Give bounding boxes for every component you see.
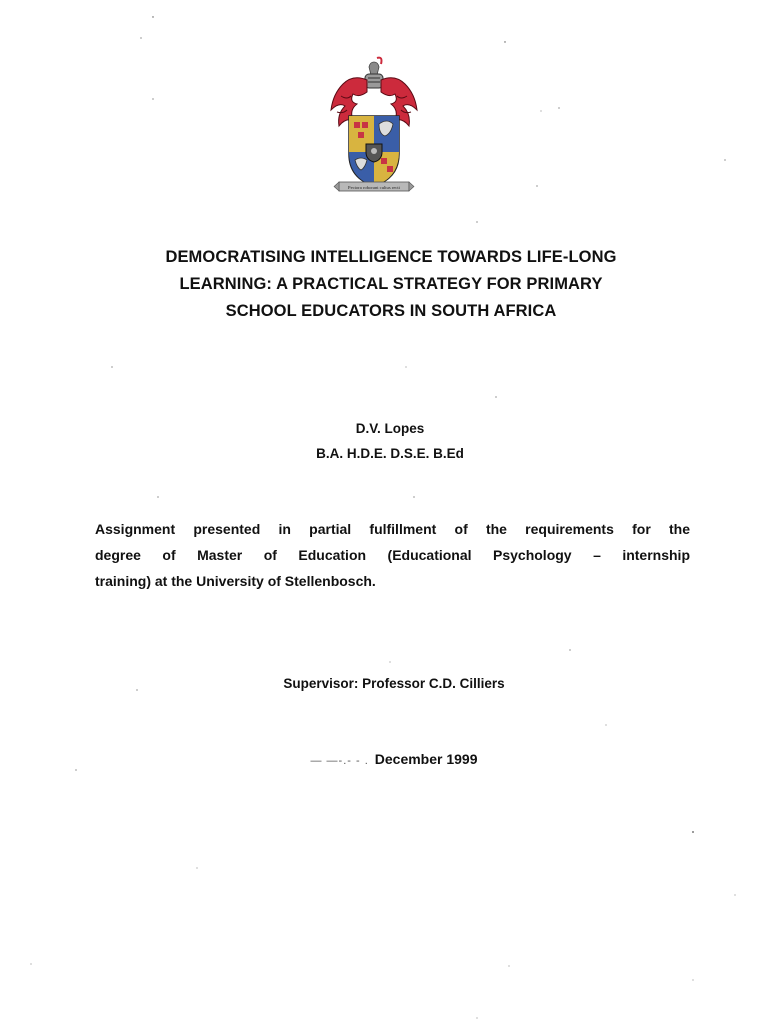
statement-line-3: training) at the University of Stellenbosch. xyxy=(95,573,376,589)
submission-date xyxy=(200,749,588,771)
author-block xyxy=(200,416,580,466)
date-dash-marks: — —-.- - . xyxy=(310,755,369,767)
title-line-1: DEMOCRATISING INTELLIGENCE TOWARDS LIFE-LONG xyxy=(165,248,617,266)
crest-motto: Pectora roborant cultus recti xyxy=(348,185,400,190)
supervisor-line: Supervisor: Professor C.D. Cilliers xyxy=(283,676,505,691)
date-text: December 1999 xyxy=(374,751,478,767)
title-line-2: LEARNING: A PRACTICAL STRATEGY FOR PRIMARY xyxy=(179,275,603,293)
title-line-3: SCHOOL EDUCATORS IN SOUTH AFRICA xyxy=(225,302,557,320)
thesis-title xyxy=(100,244,682,325)
submission-statement xyxy=(95,516,690,594)
university-crest-icon xyxy=(327,56,421,194)
author-name: D.V. Lopes xyxy=(355,421,425,436)
statement-line-1: Assignment presented in partial fulfillment of the requirements for the xyxy=(95,521,690,537)
author-qualifications: B.A. H.D.E. D.S.E. B.Ed xyxy=(316,446,464,461)
statement-line-2: degree of Master of Education (Educational Psychology – internship xyxy=(95,547,690,563)
